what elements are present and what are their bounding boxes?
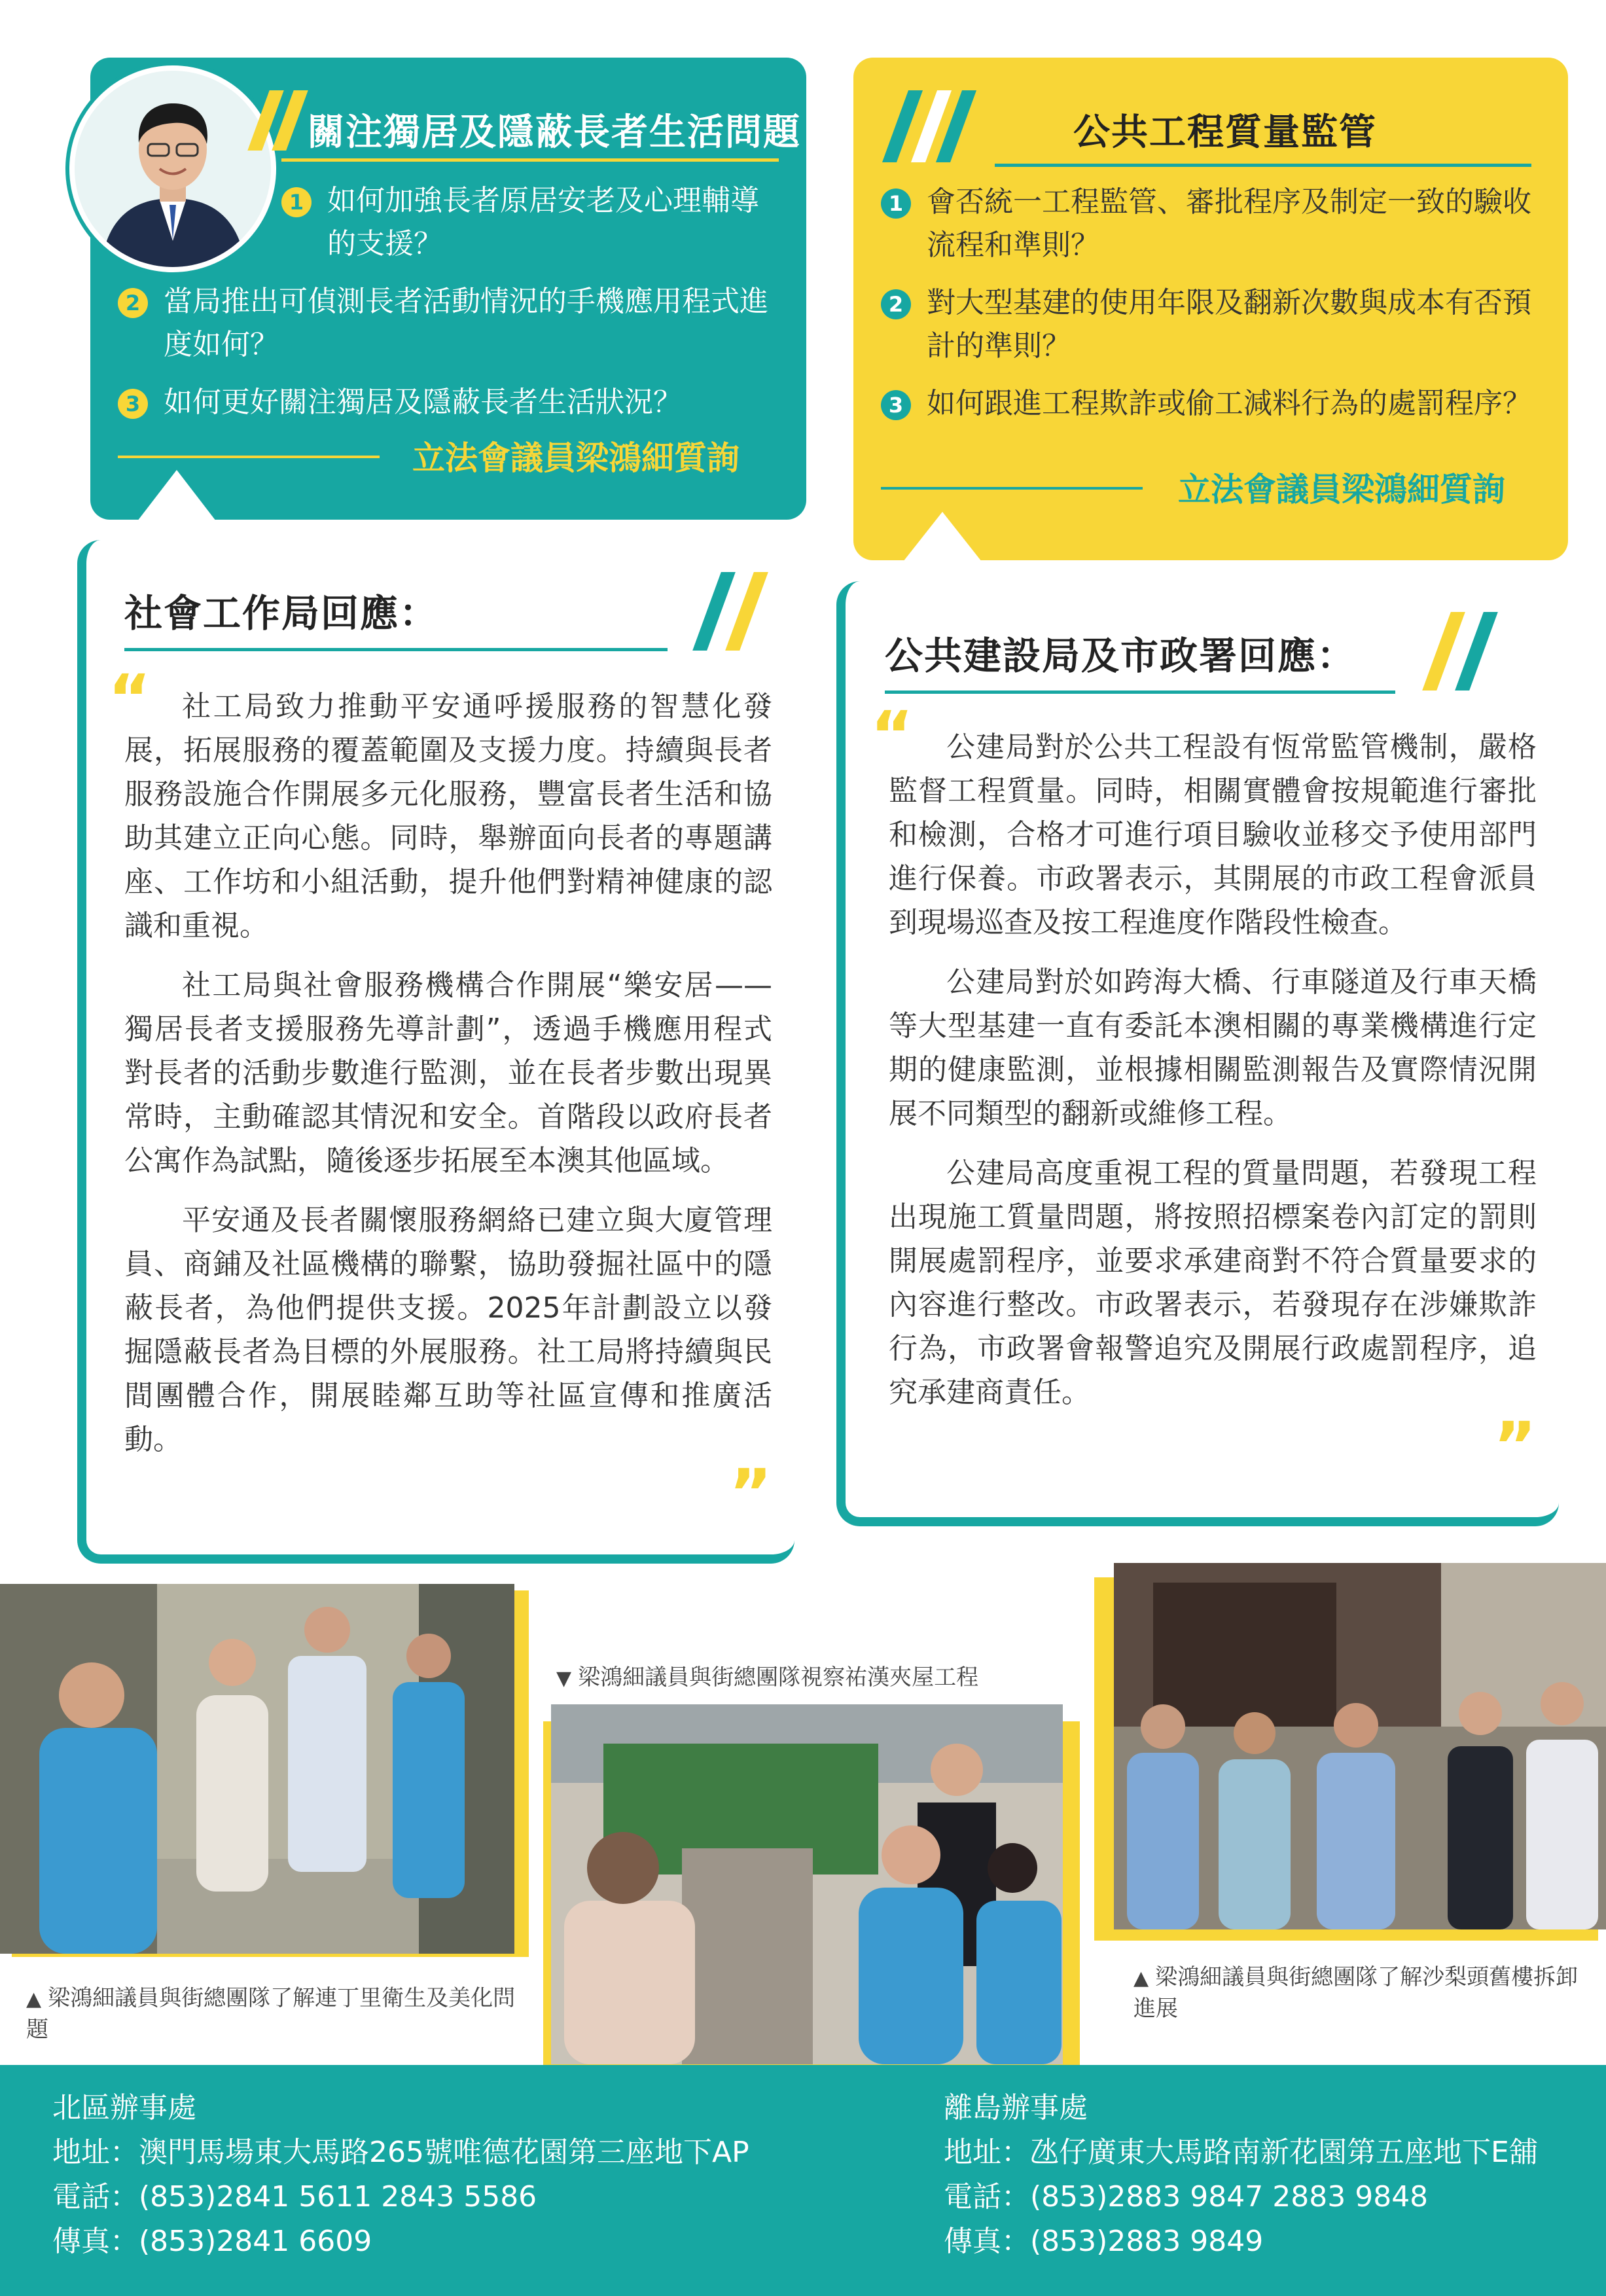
number-badge: 2 [881, 289, 911, 319]
question-text: 當局推出可偵測長者活動情況的手機應用程式進度如何？ [164, 285, 768, 361]
office-islands [944, 2086, 1538, 2264]
office-address: 地址：澳門馬場東大馬路265號唯德花園第三座地下AP [52, 2136, 749, 2169]
response-body [124, 685, 772, 1477]
photo-alley-visit [0, 1584, 514, 1954]
avatar [69, 65, 276, 272]
list-item [881, 181, 1542, 267]
question-list [881, 181, 1542, 440]
office-fax: 傳真：(853)2841 6609 [52, 2225, 372, 2258]
footer [0, 2065, 1606, 2296]
title-underline [281, 158, 779, 162]
number-badge: 1 [281, 187, 312, 217]
question-text: 如何更好關注獨居及隱蔽長者生活狀況？ [164, 386, 682, 419]
number-badge: 2 [118, 288, 148, 318]
question-title: 關注獨居及隱蔽長者生活問題 [308, 111, 801, 154]
office-address: 地址：氹仔廣東大馬路南新花園第五座地下E舖 [944, 2136, 1538, 2169]
list-item [281, 179, 785, 266]
photo-caption [26, 1983, 524, 2045]
question-title: 公共工程質量監管 [1073, 111, 1377, 154]
office-name: 離島辦事處 [944, 2091, 1088, 2125]
response-title: 公共建設局及市政署回應： [885, 634, 1357, 678]
office-phone: 電話：(853)2883 9847 2883 9848 [944, 2180, 1429, 2214]
question-text: 如何加強長者原居安老及心理輔導的支援？ [327, 184, 759, 260]
photo-image [551, 1704, 1063, 2064]
question-text: 會否統一工程監管、審批程序及制定一致的驗收流程和準則？ [927, 185, 1531, 262]
close-quote-mark: ” [729, 1455, 772, 1532]
office-fax: 傳真：(853)2883 9849 [944, 2225, 1264, 2258]
photo-old-building [1114, 1563, 1606, 1929]
photo-construction-site [551, 1704, 1063, 2064]
list-item [118, 280, 779, 367]
paragraph: 公建局對於如跨海大橋、行車隧道及行車天橋等大型基建一直有委託本澳相關的專業機構進行定期的健康監測，並根據相關監測報告及實際情況開展不同類型的翻新或維修工程。 [889, 965, 1537, 1130]
open-quote-mark: “ [108, 660, 151, 737]
bubble-tail-notch [897, 511, 988, 563]
question-text: 如何跟進工程欺詐或偷工減料行為的處罰程序？ [927, 387, 1531, 420]
office-north [52, 2086, 749, 2264]
title-underline [124, 648, 668, 651]
title-underline [885, 691, 1395, 694]
down-triangle-icon: ▼ [556, 1667, 572, 1690]
paragraph: 社工局與社會服務機構合作開展“樂安居——獨居長者支援服務先導計劃”，透過手機應用程式對長者的活動步數進行監測，並在長者步數出現異常時，主動確認其情況和安全。首階段以政府長者公寓作為試點，隨後逐步拓展至本澳其他區域。 [124, 969, 772, 1177]
bubble-tail-notch [131, 469, 223, 528]
photo-image [1114, 1563, 1606, 1929]
response-body [889, 725, 1537, 1430]
office-name: 北區辦事處 [52, 2091, 196, 2125]
up-triangle-icon: ▲ [1133, 1967, 1149, 1990]
response-title: 社會工作局回應： [124, 591, 439, 636]
question-text: 對大型基建的使用年限及翻新次數與成本有否預計的準則？ [927, 286, 1531, 363]
open-quote-mark: “ [870, 697, 914, 774]
title-underline [995, 164, 1531, 167]
photo-caption [1133, 1962, 1592, 2024]
portrait-image [75, 71, 271, 267]
list-item [118, 381, 779, 424]
photo-image [0, 1584, 514, 1954]
close-quote-mark: ” [1493, 1408, 1537, 1484]
paragraph: 公建局高度重視工程的質量問題，若發現工程出現施工質量問題，將按照招標案卷內訂定的罰則開展處罰程序，並要求承建商對不符合質量要求的內容進行整改。市政署表示，若發現存在涉嫌欺詐行為，市政署會報警追究及開展行政處罰程序，追究承建商責任。 [889, 1157, 1537, 1409]
paragraph: 平安通及長者關懷服務網絡已建立與大廈管理員、商鋪及社區機構的聯繫，協助發掘社區中的隱蔽長者，為他們提供支援。2025年計劃設立以發掘隱蔽長者為目標的外展服務。社工局將持續與民間團體合作，開展睦鄰互助等社區宣傳和推廣活動。 [124, 1204, 772, 1456]
signature-line [118, 456, 380, 458]
up-triangle-icon: ▲ [26, 1988, 42, 2011]
number-badge: 3 [881, 390, 911, 420]
paragraph: 公建局對於公共工程設有恆常監管機制，嚴格監督工程質量。同時，相關實體會按規範進行審批和檢測，合格才可進行項目驗收並移交予使用部門進行保養。市政署表示，其開展的市政工程會派員到現場巡查及按工程進度作階段性檢查。 [889, 730, 1537, 939]
list-item [881, 281, 1542, 368]
list-item [881, 382, 1542, 425]
paragraph: 社工局致力推動平安通呼援服務的智慧化發展，拓展服務的覆蓋範圍及支援力度。持續與長者服務設施合作開展多元化服務，豐富長者生活和協助其建立正向心態。同時，舉辦面向長者的專題講座、工作坊和小組活動，提升他們對精神健康的認識和重視。 [124, 690, 772, 942]
office-phone: 電話：(853)2841 5611 2843 5586 [52, 2180, 537, 2214]
caption-text: 梁鴻細議員與街總團隊了解沙梨頭舊樓拆卸進展 [1133, 1964, 1579, 2022]
signature: 立法會議員梁鴻細質詢 [1178, 471, 1505, 509]
signature-line [881, 487, 1143, 490]
question-list [281, 179, 785, 280]
number-badge: 3 [118, 389, 148, 419]
question-list [118, 280, 779, 439]
photo-caption [556, 1662, 1080, 1694]
signature: 立法會議員梁鴻細質詢 [412, 439, 740, 477]
caption-text: 梁鴻細議員與街總團隊視察祐漢夾屋工程 [578, 1664, 979, 1691]
number-badge: 1 [881, 188, 911, 219]
caption-text: 梁鴻細議員與街總團隊了解連丁里衛生及美化問題 [26, 1985, 516, 2043]
